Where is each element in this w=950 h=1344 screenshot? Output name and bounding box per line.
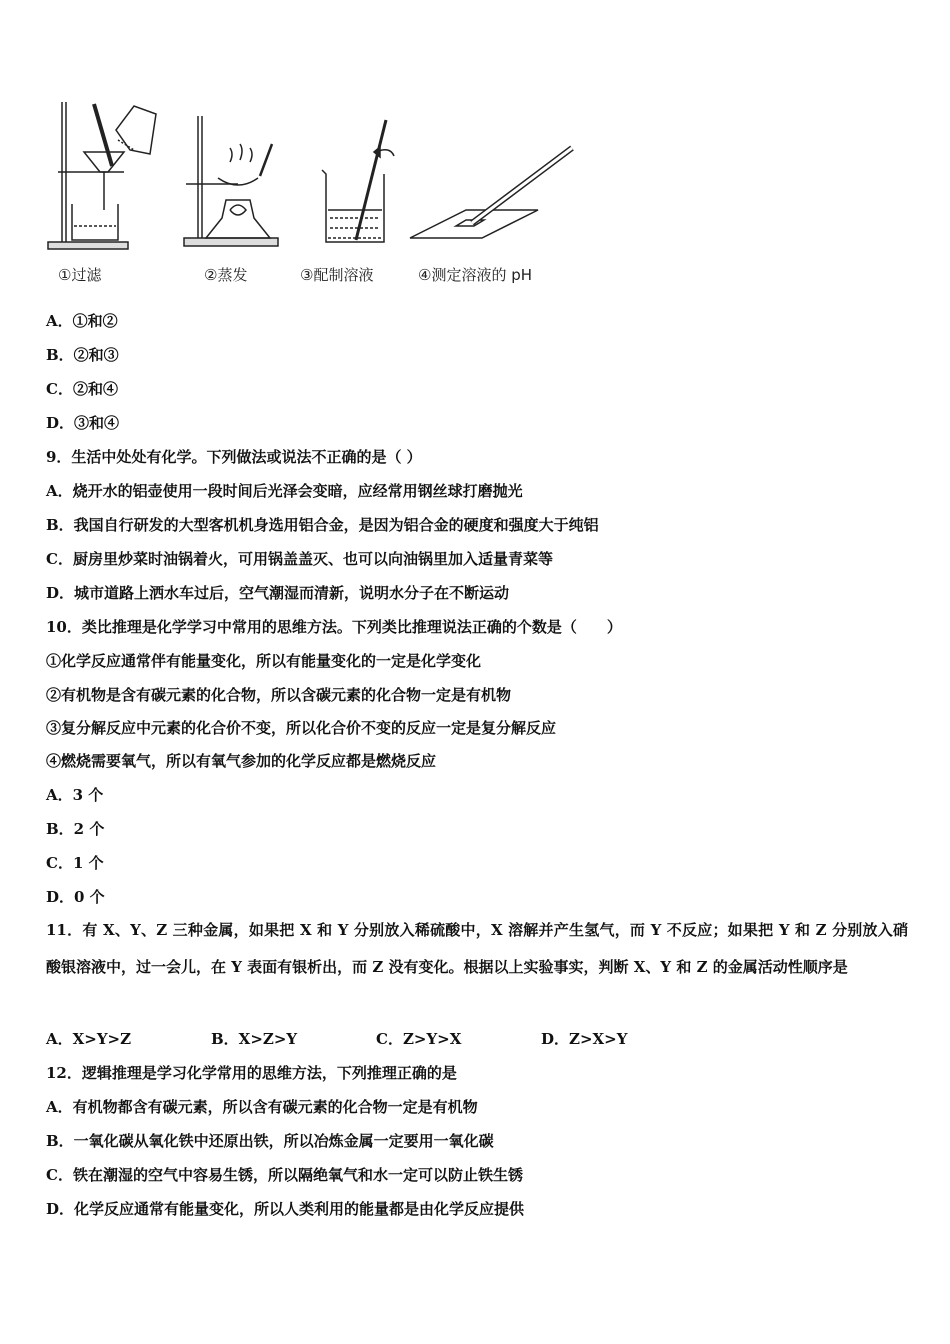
q9-option-d: D．城市道路上洒水车过后，空气潮湿而清新，说明水分子在不断运动 [46,584,510,602]
filtration-apparatus [48,102,156,249]
q10-statement-4: ④燃烧需要氧气，所以有氧气参加的化学反应都是燃烧反应 [46,752,437,770]
evaporation-apparatus [184,116,278,246]
q10-stem: 10．类比推理是化学学习中常用的思维方法。下列类比推理说法正确的个数是（ ） [46,618,622,636]
q12-option-b: B．一氧化碳从氧化铁中还原出铁，所以冶炼金属一定要用一氧化碳 [46,1132,494,1150]
q11-option-d: D．Z>X>Y [541,1030,628,1048]
q8-option-a: A．①和② [46,312,118,330]
caption-evaporation: ②蒸发 [204,266,248,284]
caption-solution-preparation: ③配制溶液 [300,266,374,284]
q12-option-c: C．铁在潮湿的空气中容易生锈，所以隔绝氧气和水一定可以防止铁生锈 [46,1166,523,1184]
caption-filtration: ①过滤 [58,266,102,284]
caption-ph-measurement: ④测定溶液的 pH [418,266,533,284]
q11-option-a: A．X>Y>Z [46,1030,132,1048]
lab-apparatus-figure [38,92,598,292]
dissolving-apparatus [322,120,394,242]
q12-option-a: A．有机物都含有碳元素，所以含有碳元素的化合物一定是有机物 [46,1098,478,1116]
q9-stem: 9．生活中处处有化学。下列做法或说法不正确的是（ ） [46,448,422,466]
q12-option-d: D．化学反应通常有能量变化，所以人类利用的能量都是由化学反应提供 [46,1200,525,1218]
q11-option-c: C．Z>Y>X [376,1030,462,1048]
q10-statement-1: ①化学反应通常伴有能量变化，所以有能量变化的一定是化学变化 [46,652,482,670]
q9-option-c: C．厨房里炒菜时油锅着火，可用锅盖盖灭、也可以向油锅里加入适量青菜等 [46,550,553,568]
q8-option-c: C．②和④ [46,380,118,398]
q11-option-b: B．X>Z>Y [211,1030,298,1048]
q9-option-a: A．烧开水的铝壶使用一段时间后光泽会变暗，应经常用钢丝球打磨抛光 [46,482,523,500]
q8-option-b: B．②和③ [46,346,119,364]
q9-option-b: B．我国自行研发的大型客机机身选用铝合金，是因为铝合金的硬度和强度大于纯铝 [46,516,599,534]
q10-option-a: A．3 个 [46,786,104,804]
q12-stem: 12．逻辑推理是学习化学常用的思维方法，下列推理正确的是 [46,1064,457,1082]
q10-option-c: C．1 个 [46,854,104,872]
q10-option-b: B．2 个 [46,820,105,838]
q10-option-d: D．0 个 [46,888,105,906]
apparatus-drawings [38,92,598,262]
q11-stem: 11．有 X、Y、Z 三种金属，如果把 X 和 Y 分别放入稀硫酸中，X 溶解并产生氢气，而 Y 不反应；如果把 Y 和 Z 分别放入硝酸银溶液中，过一会儿，在 Y 表面有银析出，而 Z 没有变化。根据以上实验事实，判断 X、Y 和 Z 的金属活动性顺序是 [46,921,908,976]
q8-option-d: D．③和④ [46,414,120,432]
q10-statement-3: ③复分解反应中元素的化合价不变，所以化合价不变的反应一定是复分解反应 [46,719,557,737]
ph-test-apparatus [410,148,572,238]
q10-statement-2: ②有机物是含有碳元素的化合物，所以含碳元素的化合物一定是有机物 [46,686,512,704]
